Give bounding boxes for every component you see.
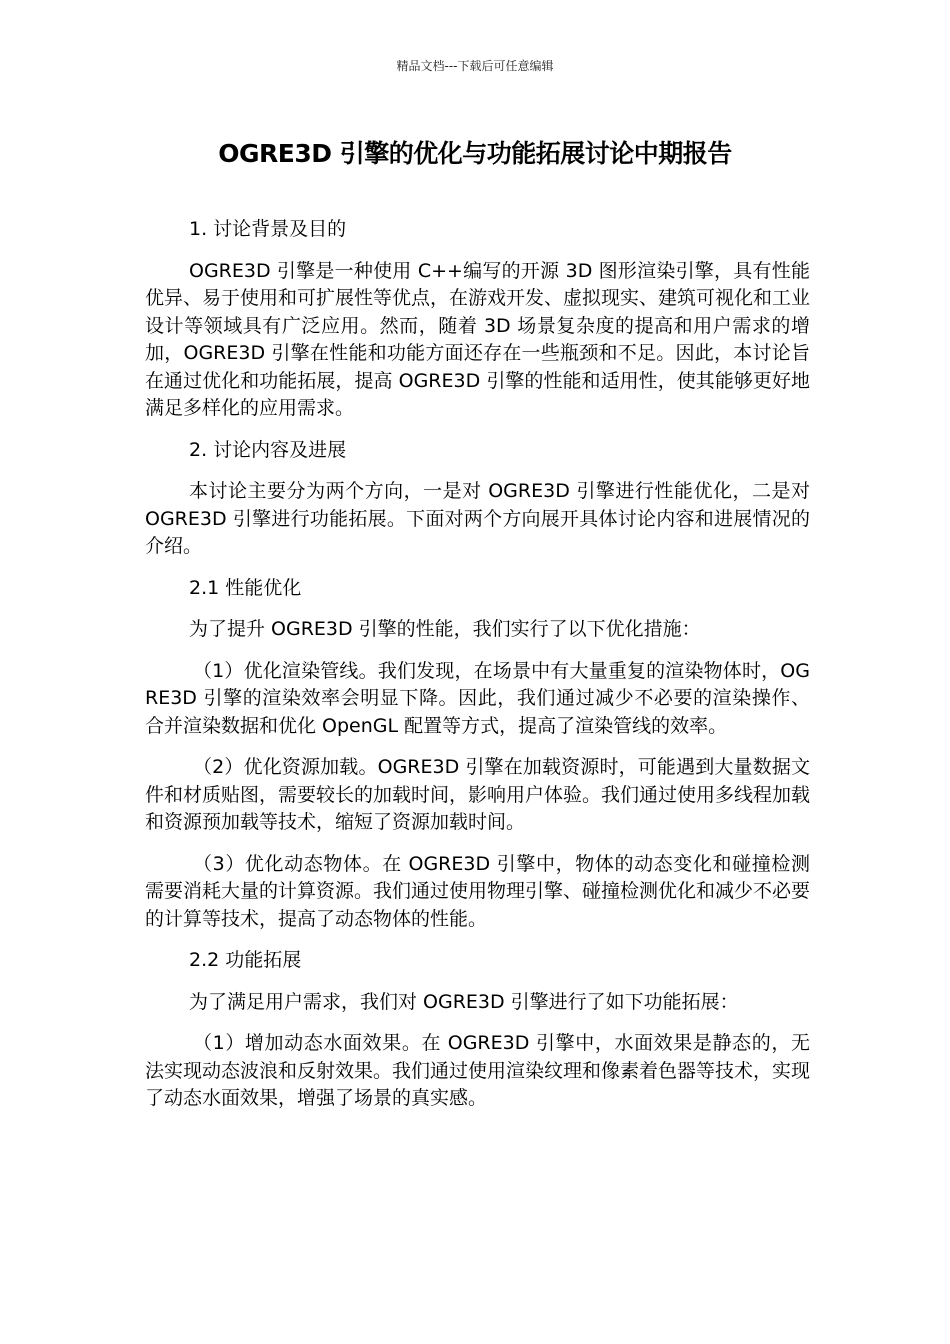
paragraph-content-overview: 本讨论主要分为两个方向，一是对 OGRE3D 引擎进行性能优化，二是对 OGRE3D 引擎进行功能拓展。下面对两个方向展开具体讨论内容和进展情况的介绍。 <box>145 480 810 557</box>
list-item-render-pipeline: （1）优化渲染管线。我们发现，在场景中有大量重复的渲染物体时，OGRE3D 引擎的渲染效率会明显下降。因此，我们通过减少不必要的渲染操作、合并渲染数据和优化 OpenGL 配置等方式，提高了渲染管线的效率。 <box>145 659 810 737</box>
page-header: 精品文档---下载后可任意编辑 <box>396 59 554 73</box>
section-heading-content: 2. 讨论内容及进展 <box>189 438 347 461</box>
list-item-dynamic-objects: （3）优化动态物体。在 OGRE3D 引擎中，物体的动态变化和碰撞检测需要消耗大量的计算资源。我们通过使用物理引擎、碰撞检测优化和减少不必要的计算等技术，提高了动态物体的性能。 <box>145 852 811 930</box>
list-item-resource-loading: （2）优化资源加载。OGRE3D 引擎在加载资源时，可能遇到大量数据文件和材质贴图，需要较长的加载时间，影响用户体验。我们通过使用多线程加载和资源预加载等技术，缩短了资源加载时间。 <box>145 756 811 833</box>
subsection-heading-performance: 2.1 性能优化 <box>189 576 302 599</box>
document-title: OGRE3D 引擎的优化与功能拓展讨论中期报告 <box>218 139 732 168</box>
paragraph-background: OGRE3D 引擎是一种使用 C++编写的开源 3D 图形渲染引擎，具有性能优异、易于使用和可扩展性等优点，在游戏开发、虚拟现实、建筑可视化和工业设计等领域具有广泛应用。然而，随着 3D 场景复杂度的提高和用户需求的增加，OGRE3D 引擎在性能和功能方面还存在一些瓶颈和不足。因此，本讨论旨在通过优化和功能拓展，提高 OGRE3D 引擎的性能和适用性，使其能够更好地满足多样化的应用需求。 <box>145 259 811 419</box>
paragraph-performance-intro: 为了提升 OGRE3D 引擎的性能，我们实行了以下优化措施： <box>189 618 701 640</box>
document-body <box>145 216 810 1127</box>
paragraph-features-intro: 为了满足用户需求，我们对 OGRE3D 引擎进行了如下功能拓展： <box>189 990 739 1013</box>
subsection-heading-features: 2.2 功能拓展 <box>189 949 302 971</box>
section-heading-background: 1. 讨论背景及目的 <box>189 218 347 240</box>
list-item-dynamic-water: （1）增加动态水面效果。在 OGRE3D 引擎中，水面效果是静态的，无法实现动态波浪和反射效果。我们通过使用渲染纹理和像素着色器等技术，实现了动态水面效果，增强了场景的真实感。 <box>145 1032 811 1109</box>
